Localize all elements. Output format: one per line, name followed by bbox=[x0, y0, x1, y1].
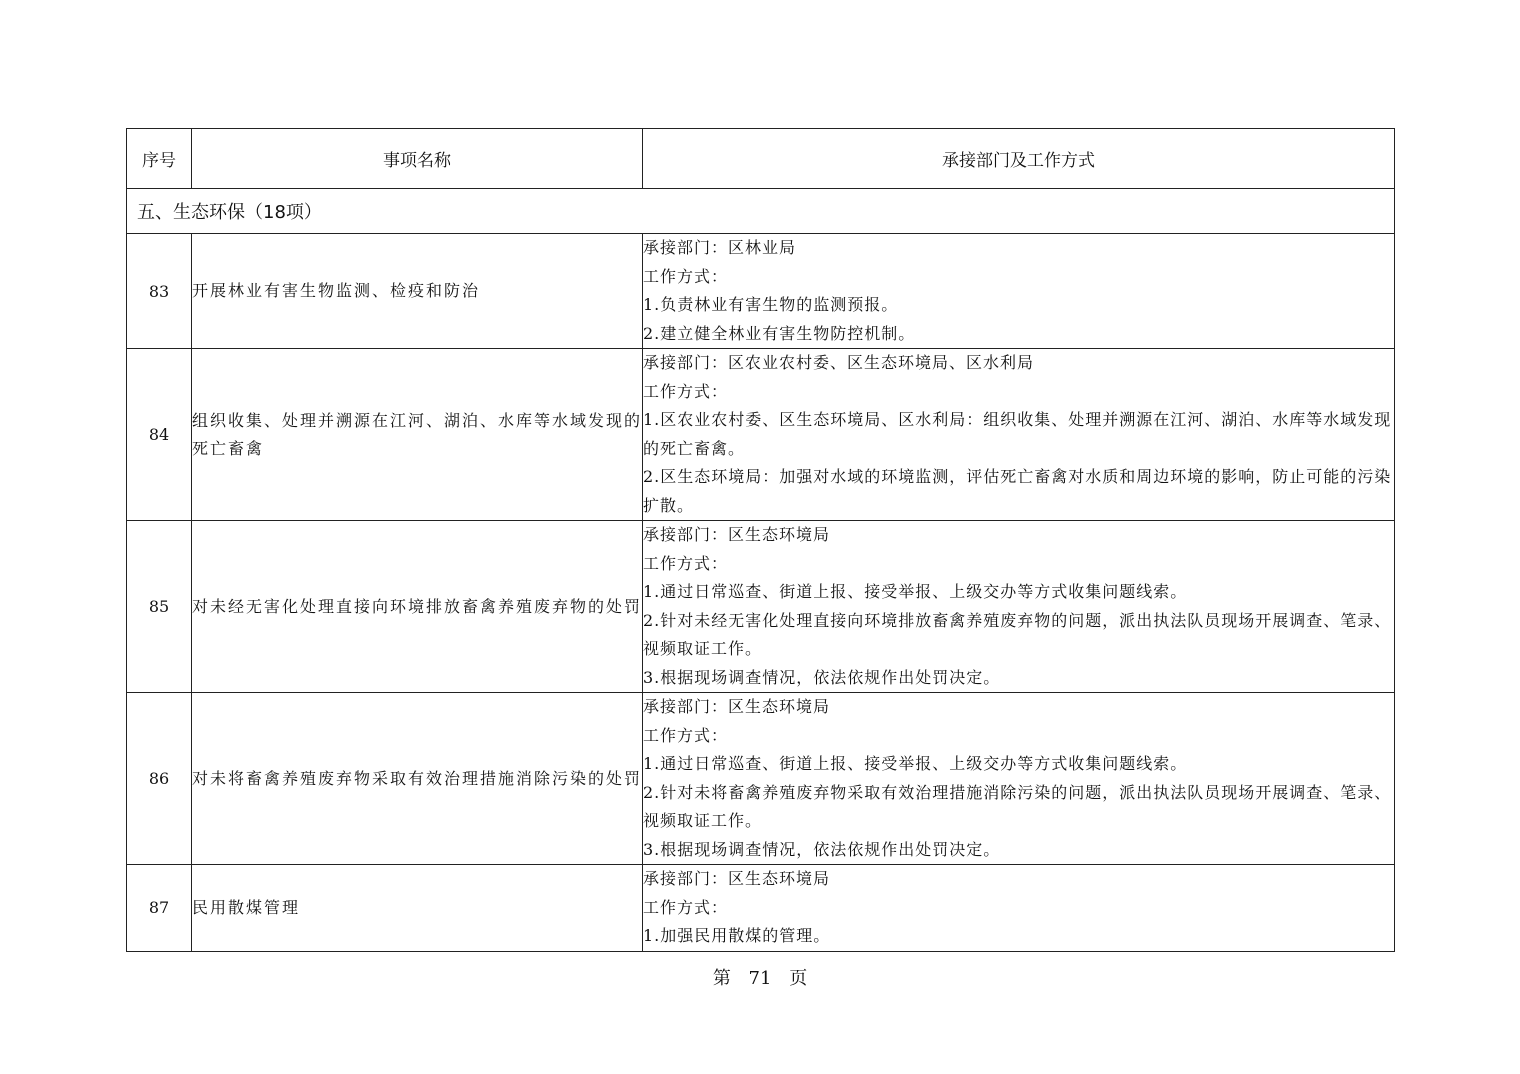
work-line: 承接部门：区生态环境局 bbox=[643, 525, 831, 544]
work-line: 承接部门：区农业农村委、区生态环境局、区水利局 bbox=[643, 353, 1035, 372]
work-line: 承接部门：区生态环境局 bbox=[643, 697, 831, 716]
work-line: 1.通过日常巡查、街道上报、接受举报、上级交办等方式收集问题线索。 bbox=[643, 582, 1188, 601]
work-line: 3.根据现场调查情况，依法依规作出处罚决定。 bbox=[643, 667, 1001, 687]
header-dept-method: 承接部门及工作方式 bbox=[643, 129, 1395, 189]
work-line: 2.区生态环境局：加强对水域的环境监测，评估死亡畜禽对水质和周边环境的影响，防止可能的污染扩散。 bbox=[643, 467, 1392, 515]
work-line: 2.建立健全林业有害生物防控机制。 bbox=[643, 323, 916, 343]
row-work-cell bbox=[643, 865, 1395, 952]
row-number: 84 bbox=[127, 349, 192, 521]
row-item-name: 对未经无害化处理直接向环境排放畜禽养殖废弃物的处罚 bbox=[192, 521, 643, 693]
work-line: 工作方式： bbox=[643, 381, 729, 401]
work-line: 1.负责林业有害生物的监测预报。 bbox=[643, 295, 899, 314]
work-line: 3.根据现场调查情况，依法依规作出处罚决定。 bbox=[643, 839, 1001, 859]
row-number: 87 bbox=[127, 865, 192, 952]
row-item-name: 民用散煤管理 bbox=[192, 865, 643, 952]
row-work-cell bbox=[643, 234, 1395, 349]
work-line: 工作方式： bbox=[643, 553, 729, 573]
work-line: 1.加强民用散煤的管理。 bbox=[643, 926, 831, 945]
row-item-name: 组织收集、处理并溯源在江河、湖泊、水库等水域发现的死亡畜禽 bbox=[192, 349, 643, 521]
row-number: 85 bbox=[127, 521, 192, 693]
page-prefix: 第 bbox=[712, 968, 731, 989]
page-suffix: 页 bbox=[789, 968, 808, 989]
row-work-cell bbox=[643, 349, 1395, 521]
row-number: 83 bbox=[127, 234, 192, 349]
table-header-row bbox=[127, 129, 1395, 189]
page-footer bbox=[0, 964, 1520, 990]
table-row bbox=[127, 693, 1395, 865]
work-line: 承接部门：区林业局 bbox=[643, 238, 797, 257]
table-row bbox=[127, 234, 1395, 349]
page-number: 71 bbox=[748, 968, 772, 989]
work-line: 1.通过日常巡查、街道上报、接受举报、上级交办等方式收集问题线索。 bbox=[643, 754, 1188, 773]
matters-table bbox=[126, 128, 1395, 952]
table-row bbox=[127, 865, 1395, 952]
header-serial: 序号 bbox=[127, 129, 192, 189]
row-number: 86 bbox=[127, 693, 192, 865]
work-line: 2.针对未将畜禽养殖废弃物采取有效治理措施消除污染的问题，派出执法队员现场开展调查、笔录、视频取证工作。 bbox=[643, 782, 1392, 830]
section-row bbox=[127, 189, 1395, 234]
row-work-cell bbox=[643, 693, 1395, 865]
row-work-cell bbox=[643, 521, 1395, 693]
work-line: 1.区农业农村委、区生态环境局、区水利局：组织收集、处理并溯源在江河、湖泊、水库等水域发现的死亡畜禽。 bbox=[643, 410, 1392, 458]
header-item-name: 事项名称 bbox=[192, 129, 643, 189]
work-line: 承接部门：区生态环境局 bbox=[643, 869, 831, 888]
work-line: 工作方式： bbox=[643, 266, 729, 286]
section-title: 五、生态环保（18项） bbox=[127, 189, 1395, 234]
row-item-name: 开展林业有害生物监测、检疫和防治 bbox=[192, 234, 643, 349]
table-row bbox=[127, 521, 1395, 693]
row-item-name: 对未将畜禽养殖废弃物采取有效治理措施消除污染的处罚 bbox=[192, 693, 643, 865]
work-line: 工作方式： bbox=[643, 897, 729, 917]
work-line: 2.针对未经无害化处理直接向环境排放畜禽养殖废弃物的问题，派出执法队员现场开展调查、笔录、视频取证工作。 bbox=[643, 610, 1392, 658]
work-line: 工作方式： bbox=[643, 725, 729, 745]
table-row bbox=[127, 349, 1395, 521]
